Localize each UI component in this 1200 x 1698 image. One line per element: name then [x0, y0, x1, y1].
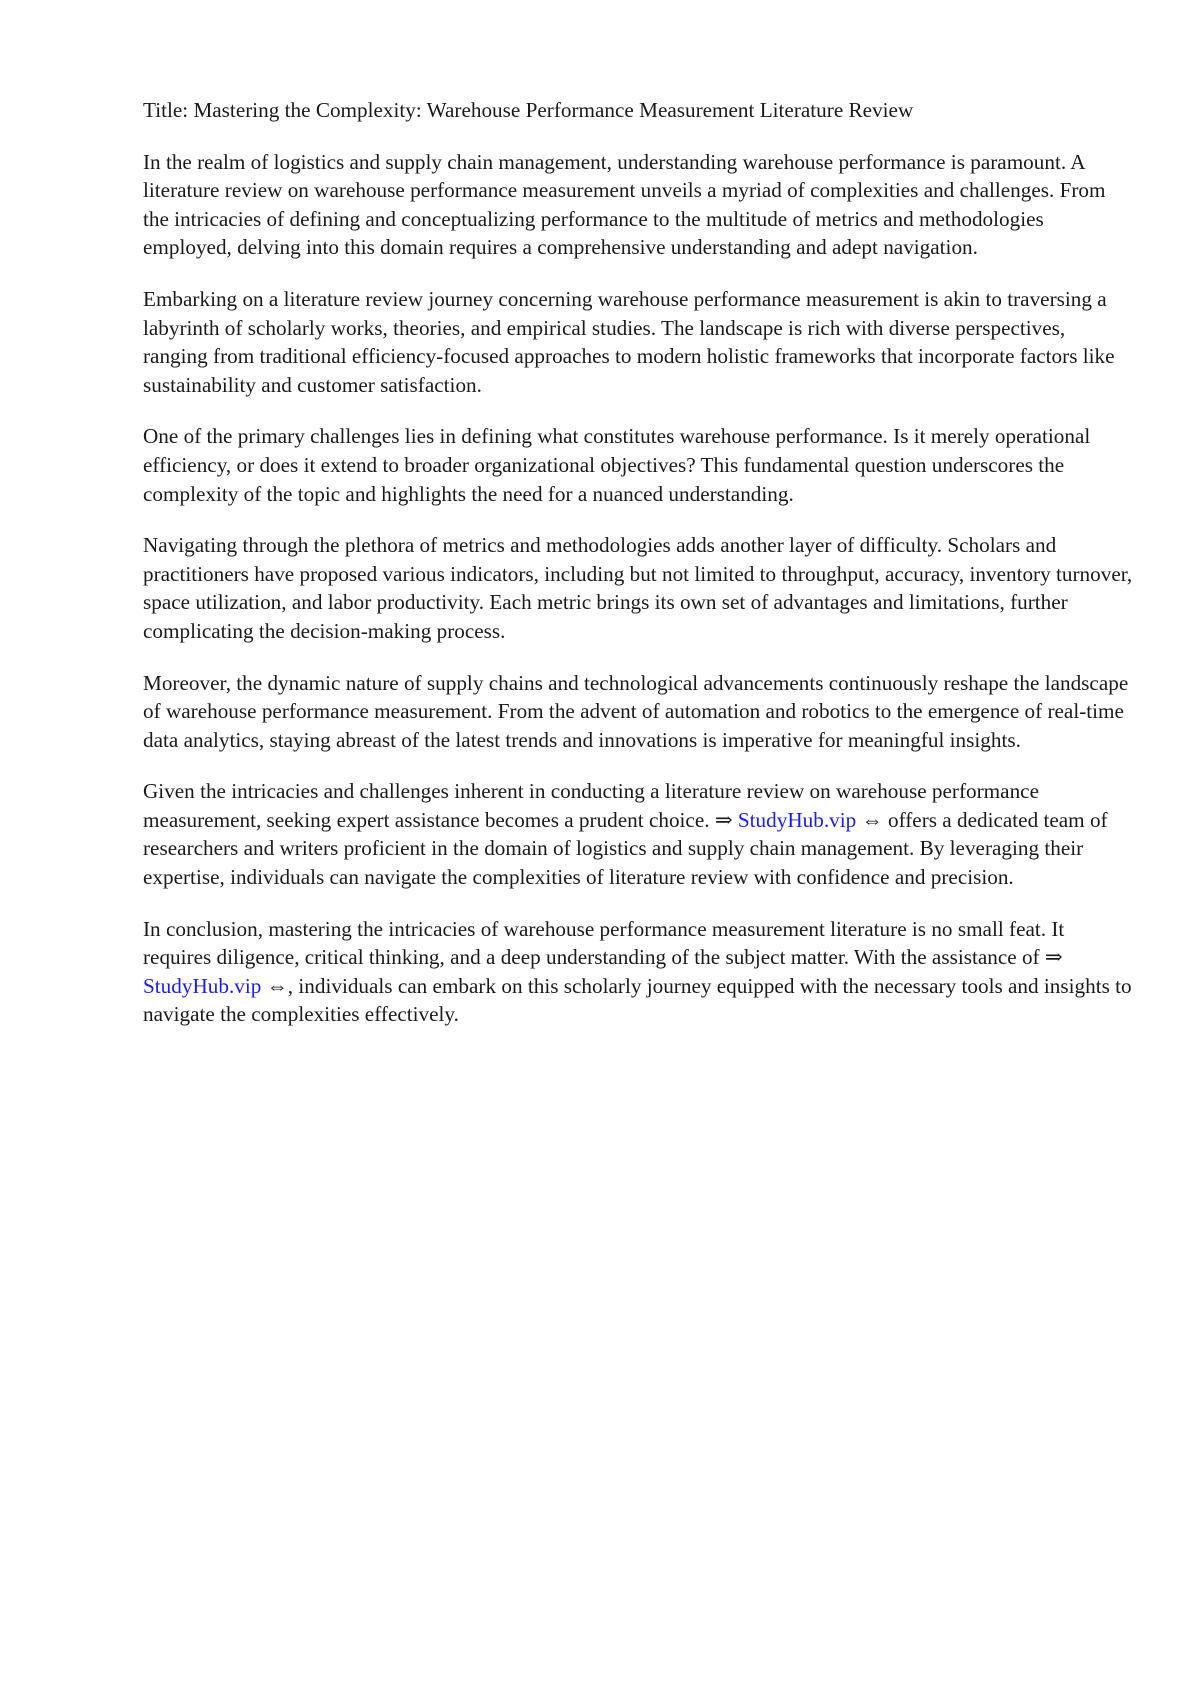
document-title: Title: Mastering the Complexity: Warehouse Performance Measurement Literature Review: [143, 98, 914, 122]
paragraph-intro: In the realm of logistics and supply chain management, understanding warehouse performance is paramount. A literature review on warehouse performance measurement unveils a myriad of complexities and challenges. From the intricacies of defining and conceptualizing performance to the multitude of metrics and methodologies employed, delving into this domain requires a comprehensive understanding and adept navigation.: [143, 149, 1106, 260]
paragraph-conclusion: [143, 915, 1133, 1029]
paragraph-assistance-text-after: ⇔ offers a dedicated team of researchers and writers proficient in the domain of logistics and supply chain management. By leveraging their expertise, individuals can navigate the complexities of literature review with confidence and precision.: [143, 807, 1108, 890]
paragraph-assistance-text-before: Given the intricacies and challenges inherent in conducting a literature review on warehouse performance measurement, seeking expert assistance becomes a prudent choice. ⇒: [143, 779, 1039, 832]
paragraph-conclusion-text-after: ⇔, individuals can embark on this scholarly journey equipped with the necessary tools and insights to navigate the complexities effectively.: [143, 973, 1132, 1027]
paragraph-assistance: [143, 777, 1133, 891]
paragraph-challenges: One of the primary challenges lies in defining what constitutes warehouse performance. Is it merely operational efficiency, or does it extend to broader organizational objectives? This fundamental question underscores the complexity of the topic and highlights the need for a nuanced understanding.: [143, 424, 1091, 506]
studyhub-link[interactable]: StudyHub.vip: [143, 973, 262, 998]
paragraph-dynamics: Moreover, the dynamic nature of supply chains and technological advancements continuously reshape the landscape of warehouse performance measurement. From the advent of automation and robotics to the emergence of real-time data analytics, staying abreast of the latest trends and innovations is imperative for meaningful insights.: [143, 670, 1129, 752]
studyhub-link[interactable]: StudyHub.vip: [737, 807, 857, 832]
paragraph-journey: Embarking on a literature review journey concerning warehouse performance measurement is akin to traversing a labyrinth of scholarly works, theories, and empirical studies. The landscape is rich with diverse perspectives, ranging from traditional efficiency-focused approaches to modern holistic frameworks that incorporate factors like sustainability and customer satisfaction.: [143, 286, 1115, 397]
paragraph-conclusion-text-before: In conclusion, mastering the intricacies of warehouse performance measurement literature is no small feat. It requires diligence, critical thinking, and a deep understanding of the subject matter. With the assistance of ⇒: [143, 916, 1065, 970]
paragraph-metrics: Navigating through the plethora of metrics and methodologies adds another layer of difficulty. Scholars and practitioners have proposed various indicators, including but not limited to throughput, accuracy, inventory turnover, space utilization, and labor productivity. Each metric brings its own set of advantages and limitations, further complicating the decision-making process.: [143, 533, 1133, 643]
document-page: [143, 96, 1133, 1052]
